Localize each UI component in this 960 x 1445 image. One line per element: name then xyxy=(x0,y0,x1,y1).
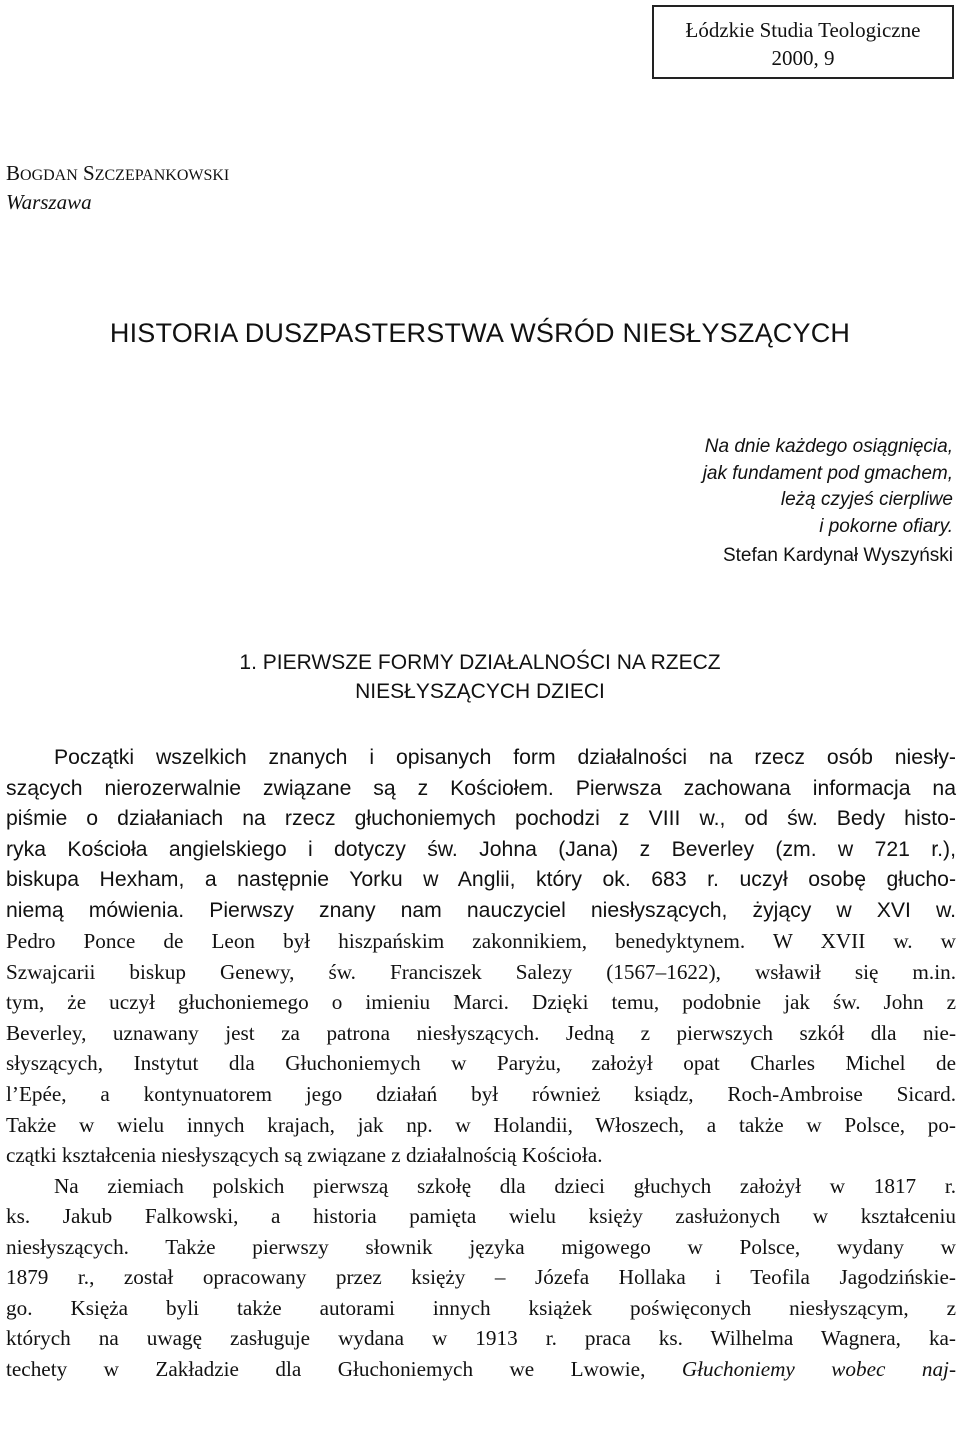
body-line: Szwajcarii biskup Genewy, św. Franciszek Salezy (1567–1622), wsławił się m.in. xyxy=(6,959,956,984)
body-line: ryka Kościoła angielskiego i dotyczy św. Johna (Jana) z Beverley (zm. w 721 r.), xyxy=(6,837,956,861)
body-line: 1879 r., został opracowany przez księży – Józefa Hollaka i Teofila Jagodzińskie- xyxy=(6,1265,956,1290)
body-line: niesłyszących. Także pierwszy słownik języka migowego w Polsce, wydany w xyxy=(6,1234,956,1259)
body-line: Na ziemiach polskich pierwszą szkołę dla dzieci głuchych założył w 1817 r. xyxy=(54,1173,956,1198)
journal-name: Łódzkie Studia Teologiczne xyxy=(685,18,921,42)
author-last-initial: S xyxy=(83,161,95,185)
section-heading xyxy=(0,648,960,706)
epigraph-line: jak fundament pod gmachem, xyxy=(702,462,953,484)
body-line: Także w wielu innych krajach, jak np. w Holandii, Włoszech, a także w Polsce, po- xyxy=(6,1112,956,1137)
epigraph-attribution: Stefan Kardynał Wyszyński xyxy=(722,545,953,566)
body-line xyxy=(6,774,956,805)
journal-header-box xyxy=(652,5,954,79)
body-line xyxy=(6,1018,956,1049)
author-name xyxy=(6,158,229,191)
author-affiliation: Warszawa xyxy=(6,190,92,214)
section-heading-line: 1. PIERWSZE FORMY DZIAŁALNOŚCI NA RZECZ xyxy=(239,651,721,674)
body-fragment: techety w Zakładzie dla Głuchoniemych we Lwowie, xyxy=(6,1356,646,1381)
body-fragment: Jedną z pierwszych szkół dla nie- xyxy=(565,1020,956,1045)
section-heading-line: NIESŁYSZĄCYCH DZIECI xyxy=(355,680,605,703)
epigraph-line: i pokorne ofiary. xyxy=(819,515,953,537)
book-title-italic: Głuchoniemy wobec naj- xyxy=(681,1356,956,1381)
body-line: go. Księża byli także autorami innych książek poświęconych niesłyszącym, z xyxy=(6,1295,956,1320)
author-first-initial: B xyxy=(6,161,21,185)
body-fragment: Beverley, uznawany jest za patrona niesłyszących. xyxy=(6,1020,540,1045)
body-fragment: Pierwsza zachowana informacja na xyxy=(575,776,956,800)
body-line: l’Epée, a kontynuatorem jego działań był również ksiądz, Roch-Ambroise Sicard. xyxy=(6,1082,956,1107)
body-line: słyszących, Instytut dla Głuchoniemych w Paryżu, założył opat Charles Michel de xyxy=(6,1051,956,1076)
journal-issue: 2000, 9 xyxy=(771,46,835,70)
epigraph xyxy=(703,434,953,570)
author-last-rest: ZCZEPANKOWSKI xyxy=(94,167,230,184)
body-fragment: szących nierozerwalnie związane są z Kościołem. xyxy=(6,776,554,800)
body-text xyxy=(6,743,956,1384)
body-line: piśmie o działaniach na rzecz głuchoniemych pochodzi z VIII w., od św. Bedy histo- xyxy=(6,807,956,831)
author-first-rest: OGDAN xyxy=(20,167,78,184)
body-line xyxy=(6,1354,956,1385)
body-line: których na uwagę zasługuje wydana w 1913 r. praca ks. Wilhelma Wagnera, ka- xyxy=(6,1326,956,1351)
body-line: Pedro Ponce de Leon był hiszpańskim zakonnikiem, benedyktynem. W XVII w. w xyxy=(6,929,956,954)
body-line: tym, że uczył głuchoniemego o imieniu Marci. Dzięki temu, podobnie jak św. John z xyxy=(6,990,956,1015)
epigraph-line: leżą czyjeś cierpliwe xyxy=(780,489,953,510)
epigraph-line: Na dnie każdego osiągnięcia, xyxy=(704,436,953,457)
body-line: czątki kształcenia niesłyszących są związane z działalnością Kościoła. xyxy=(6,1143,603,1168)
article-title: HISTORIA DUSZPASTERSTWA WŚRÓD NIESŁYSZĄCYCH xyxy=(109,318,851,348)
body-line: niemą mówienia. Pierwszy znany nam nauczyciel niesłyszących, żyjący w XVI w. xyxy=(6,898,956,922)
body-line: biskupa Hexham, a następnie Yorku w Anglii, który ok. 683 r. uczył osobę głucho- xyxy=(6,868,956,892)
body-line: ks. Jakub Falkowski, a historia pamięta wielu księży zasłużonych w kształceniu xyxy=(6,1204,956,1229)
body-line: Początki wszelkich znanych i opisanych form działalności na rzecz osób niesły- xyxy=(54,746,956,769)
